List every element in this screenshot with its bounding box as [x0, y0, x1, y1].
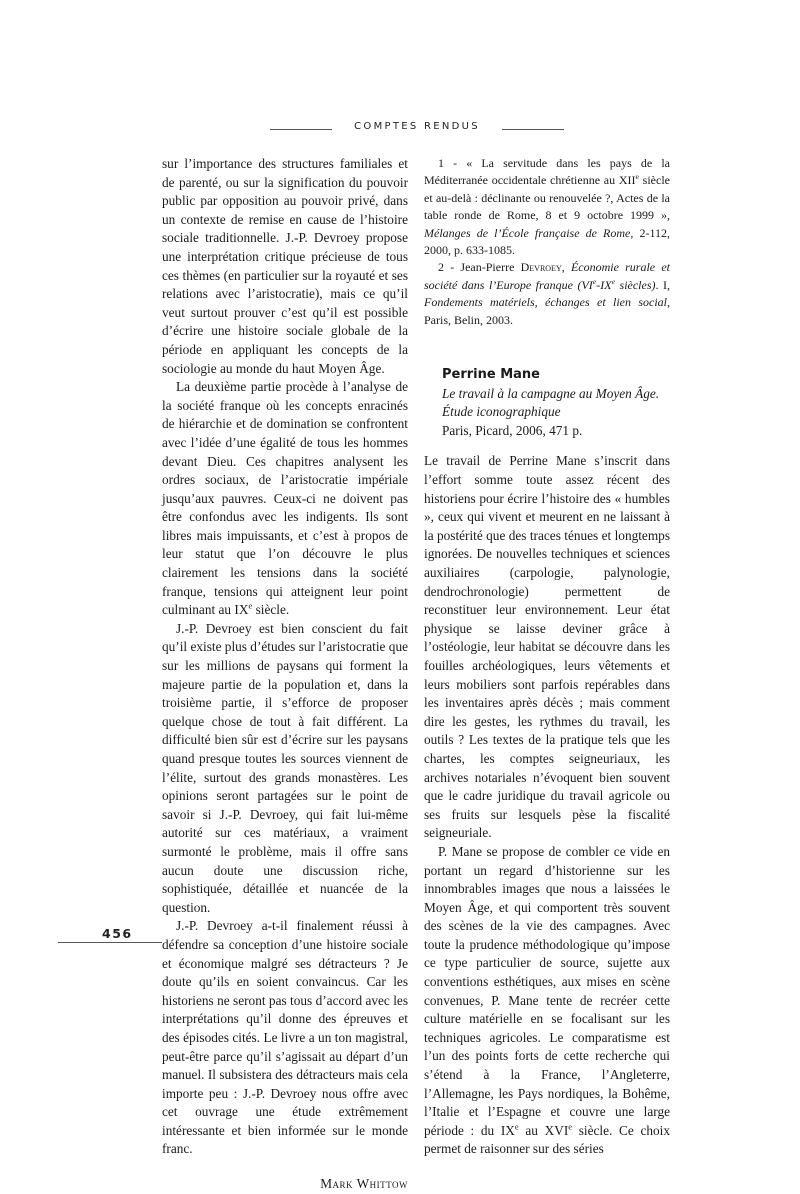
footnote-2-sup-1: e — [592, 276, 597, 286]
footnote-1-text-2: siècle et au-delà : déclinante ou renouvelée ?, Actes de la table ronde de Rome, 8 et 9 octobre 1999 », — [424, 173, 670, 223]
left-paragraph-4: J.-P. Devroey a-t-il finalement réussi à défendre sa conception d’une histoire sociale et économique malgré ses détracteurs ? Je doute qu’ils en soient convaincus. Car les historiens ne seront pas tous d’accord avec les interprétations qu’il donne des épreuves et des épisodes cités. Le livre a un ton magistral, peut-être parce qu’il s’agissait au départ d’un manuel. Il subsistera des détracteurs mais cela importe peu : J.-P. Devroey nous offre avec cet ouvrage une étude extrêmement intéressante et bien informée sur le monde franc. — [162, 918, 408, 1157]
footnote-2-sep: , — [561, 260, 571, 275]
footnote-2-text: 2 - Jean-Pierre — [438, 260, 521, 275]
footnote-2-text-3: , Paris, Belin, 2003. — [424, 295, 670, 327]
left-paragraph-2-end: siècle. — [252, 602, 290, 618]
right-paragraph-2-mid: au — [518, 1122, 545, 1138]
left-column — [162, 155, 408, 1194]
review-title-line-2: Étude iconographique — [442, 404, 561, 420]
footnote-2-dash: - — [596, 277, 601, 292]
left-paragraph-1: sur l’importance des structures familiales et de parenté, ou sur la signification du pouvoir public par opposition au pouvoir privé, dans un contexte de remise en cause de l’histoire sociale traditionnelle. J.-P. Devroey propose une interprétation critique précieuse de tous ces thèmes (en particulier sur la royauté et ses relations avec l’aristocratie), mais ce qu’il veut surtout prouver c’est qu’il est possible d’écrire une histoire sociale globale de la période en appliquant les concepts de la sociologie au monde du haut Moyen Âge. — [162, 156, 408, 376]
right-sup-1: e — [514, 1121, 519, 1132]
review-header — [424, 366, 670, 440]
footnotes — [424, 155, 670, 329]
left-paragraph-2-text: La deuxième partie procède à l’analyse de la société franque où les concepts enracinés de hiérarchie et de domination se confrontent avec l’idée d’une égalité de tous les hommes devant Dieu. Ces chapitres analysent les ordres sociaux, de l’aristocratie impériale jusqu’aux pauvres. Ceux-ci ne doivent pas être confondus avec les indigents. Ils sont libres mais impuissants, et c’est à propos de leur statut que l’on découvre le plus clairement les tensions dans la société franque, tensions qui atteignent leur point culminant au — [162, 379, 408, 618]
right-paragraph-2 — [424, 843, 670, 1159]
footnote-2 — [424, 259, 670, 329]
century-superscript: e — [248, 600, 253, 611]
right-paragraph-1: Le travail de Perrine Mane s’inscrit dans l’effort somme toute assez récent des historiens pour écrire l’histoire des « humbles », ceux qui vivent et meurent en ne laissant à la postérité que des traces ténues et longtemps ignorées. De nouvelles techniques et sciences auxiliaires (carpologie, palynologie, dendrochronologie) permettent de reconstituer leur environnement. Leur état physique se laisse deviner grâce à l’ostéologie, leur habitat se découvre dans les fouilles archéologiques, leurs vêtements et leurs mobiliers sont parfois repérables dans les inventaires après décès ; mais comment dire les gestes, les rythmes du travail, les outils ? Les textes de la pratique tels que les chartes, les comptes seigneuriaux, les archives notariales n’évoquent bien souvent que le cadre juridique du travail agricole ou ses fruits sur lesquels pèse la fiscalité seigneuriale. — [424, 453, 670, 841]
footnote-1-sup: e — [635, 172, 639, 182]
footnote-1-text-3: , 2-112, 2000, p. 633-1085. — [424, 225, 670, 258]
footnote-2-century-1: VI — [581, 277, 593, 292]
running-head-rule-right — [502, 129, 564, 130]
footnote-2-subtitle: Fondements matériels, échanges et lien social — [424, 295, 667, 310]
page-number: 456 — [102, 926, 133, 941]
footnote-1 — [424, 155, 670, 259]
right-century-1: IX — [500, 1122, 515, 1138]
right-paragraph-2-end: siècle. Ce choix permet de raisonner sur des séries — [424, 1122, 670, 1157]
left-paragraph-3: J.-P. Devroey est bien conscient du fait qu’il existe plus d’études sur l’aristocratie que sur les millions de paysans qui forment la majeure partie de la population et, dans la troisième partie, il s’efforce de proposer quelque chose de tout à fait différent. La difficulté bien sûr est d’écrire sur les paysans quand presque toutes les sources viennent de l’élite, surtout des grands monastères. Les opinions seront partagées sur le point de savoir si J.-P. Devroey, qui fait lui-même autorité sur ces matériaux, a vraiment surmonté le problème, mais il offre sans aucun doute une discussion riche, sophistiquée, détaillée et nuancée de la question. — [162, 620, 408, 915]
review-publication: Paris, Picard, 2006, 471 p. — [442, 422, 583, 438]
century-numeral: IX — [234, 602, 249, 618]
reviewer-signature: Mark Whittow — [320, 1176, 408, 1192]
left-paragraph-2 — [162, 378, 408, 620]
right-century-2: XVI — [544, 1122, 569, 1138]
footnote-2-title-a: Économie rurale et société dans l’Europe franque ( — [424, 260, 671, 292]
footnote-2-author: Devroey — [520, 260, 562, 275]
running-head — [270, 121, 564, 137]
footnote-1-journal: Mélanges de l’École française de Rome — [424, 225, 631, 240]
footnote-1-text: 1 - « La servitude dans les pays de la Méditerranée occidentale chrétienne au — [424, 156, 670, 188]
footnote-2-text-2: . I, — [655, 277, 670, 292]
right-column — [424, 155, 670, 1159]
footnote-1-century: XII — [618, 173, 636, 188]
page-number-rule — [58, 942, 162, 943]
running-head-title: COMPTES RENDUS — [354, 121, 480, 132]
right-sup-2: e — [568, 1121, 573, 1132]
review-author: Perrine Mane — [442, 367, 541, 383]
footnote-2-sup-2: e — [611, 276, 616, 286]
review-title-line-1: Le travail à la campagne au Moyen Âge. — [442, 385, 660, 401]
right-paragraph-2-text: P. Mane se propose de combler ce vide en portant un regard d’historienne sur les innombrables images que nous a laissées le Moyen Âge, et qui comportent très souvent des scènes de la vie des campagnes. Avec toute la prudence méthodologique qu’impose ce type particulier de source, sujette aux conventions esthétiques, aux mises en scène convenues, P. Mane tente de recréer cette culture matérielle en se focalisant sur les techniques agricoles. Le comparatisme est l’un des points forts de cette recherche qui s’étend à la France, l’Angleterre, l’Allemagne, les Pays nordiques, la Bohême, l’Italie et l’Espagne et couvre une large période : du — [424, 843, 670, 1138]
footnote-2-title-b: siècles) — [615, 277, 656, 292]
footnote-2-century-2: IX — [600, 277, 612, 292]
